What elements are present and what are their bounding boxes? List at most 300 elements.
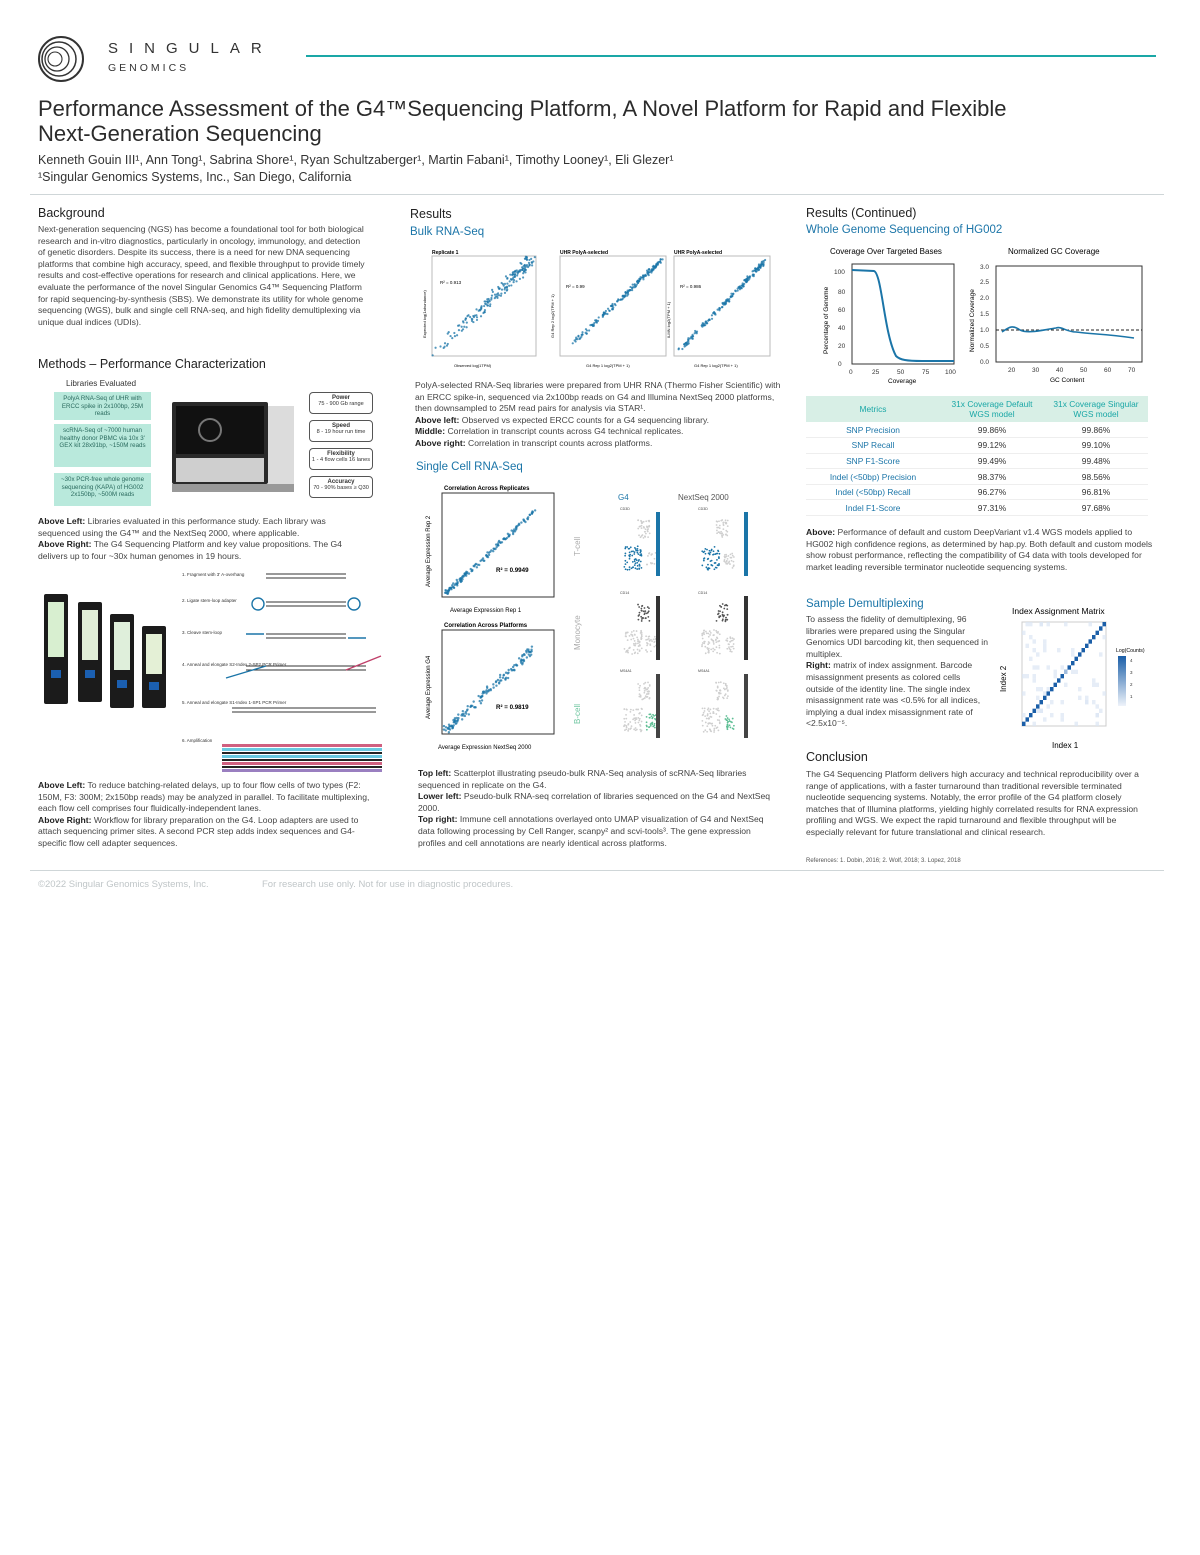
scatter-point xyxy=(445,729,447,731)
umap-point xyxy=(728,718,730,720)
scatter-point xyxy=(529,514,531,516)
umap-annotation-grid xyxy=(568,488,768,750)
caption-label: Top right: xyxy=(418,814,458,825)
scatter-point xyxy=(443,725,445,727)
umap-point xyxy=(726,560,728,562)
umap-point xyxy=(727,520,729,522)
library-box-bulk: PolyA RNA-Seq of UHR with ERCC spike in 2x100bp, 25M reads xyxy=(54,392,151,420)
umap-point xyxy=(634,652,636,654)
scatter-point xyxy=(520,521,522,523)
matrix-cell xyxy=(1022,691,1026,695)
scatter-point xyxy=(501,541,503,543)
cov-xtick-25: 25 xyxy=(872,369,880,376)
scatter-point xyxy=(492,550,494,552)
matrix-cell xyxy=(1043,648,1047,652)
umap-point xyxy=(649,717,651,719)
scatter-point xyxy=(458,329,460,331)
scatter-point xyxy=(508,534,510,536)
umap-point xyxy=(629,566,631,568)
matrix-legend-bar xyxy=(1118,656,1126,706)
caption-text: To reduce batching-related delays, up to four flow cells of two types (F2: 150M, F3: 300M; 2x150bp reads) may be analyzed in parallel. To facilitate multiplexing, each flow cell comprises four fluidically-independent lanes. xyxy=(38,780,370,814)
umap-point xyxy=(641,721,643,723)
umap-col-nextseq: NextSeq 2000 xyxy=(678,493,729,502)
umap-point xyxy=(640,553,642,555)
footer-disclaimer: For research use only. Not for use in diagnostic procedures. xyxy=(262,879,514,890)
gc-xtick-20: 20 xyxy=(1008,367,1016,374)
matrix-cell xyxy=(1096,683,1100,687)
scatter-point xyxy=(484,300,486,302)
matrix-cell xyxy=(1040,622,1044,626)
umap-point xyxy=(722,620,724,622)
umap-point xyxy=(648,698,650,700)
scatter-point xyxy=(510,278,512,280)
umap-point xyxy=(638,640,640,642)
umap-point xyxy=(733,728,735,730)
umap-point xyxy=(727,525,729,527)
background-text: Next-generation sequencing (NGS) has become a foundational tool for both biological research and in-vitro diagnostics, particularly in oncology, immunology, and detection of genetic disorders. Despite its success, there is a need for new DNA sequencing platforms that combine high accuracy, speed, and flexible throughput to provide timely results and cost-effective operations for research and clinical applications. Here, we evaluate the performance of the novel Singular Genomics G4™ Sequencing Platform for rapid sequencing-by-synthesis (SBS). We demonstrate its utility for whole genome sequencing (WGS), bulk and single cell RNA-seq, and high fidelity demultiplexing via unique dual indices (UDIs). xyxy=(38,224,365,327)
umap-point xyxy=(716,690,718,692)
scatter-point xyxy=(756,268,758,270)
umap-point xyxy=(647,555,649,557)
umap-point xyxy=(638,619,640,621)
umap-point xyxy=(623,708,625,710)
scatter-point xyxy=(481,699,483,701)
umap-point xyxy=(713,729,715,731)
umap-point xyxy=(638,615,640,617)
gc-ytick-0: 0.0 xyxy=(980,359,990,366)
gc-curve xyxy=(1002,327,1134,338)
wgs-heading: Whole Genome Sequencing of HG002 xyxy=(806,224,1003,236)
matrix-cell xyxy=(1047,687,1051,691)
scatter-point xyxy=(642,278,644,280)
umap-point xyxy=(705,652,707,654)
umap-point xyxy=(715,713,717,715)
bulk-plot-2-r2: R² = 0.99 xyxy=(566,284,585,289)
umap-point xyxy=(728,555,730,557)
matrix-cell xyxy=(1036,696,1040,700)
cov-xtick-50: 50 xyxy=(897,369,905,376)
scatter-point xyxy=(495,296,497,298)
umap-point xyxy=(631,555,633,557)
umap-point xyxy=(715,553,717,555)
coverage-chart xyxy=(812,244,970,388)
umap-point xyxy=(625,718,627,720)
umap-point xyxy=(717,550,719,552)
umap-point xyxy=(637,545,639,547)
umap-point xyxy=(637,709,639,711)
scatter-point xyxy=(476,566,478,568)
matrix-cell xyxy=(1029,622,1033,626)
scatter-point xyxy=(629,286,631,288)
umap-point xyxy=(703,731,705,733)
umap-point xyxy=(650,725,652,727)
matrix-cell xyxy=(1022,713,1026,717)
umap-point xyxy=(701,565,703,567)
caption-label: Above: xyxy=(806,527,836,537)
matrix-cell xyxy=(1029,657,1033,661)
umap-point xyxy=(726,719,728,721)
bulk-plot-1-xlabel: Observed log(1TPM) xyxy=(454,363,492,368)
sc-plot-1-xlabel: Average Expression Rep 1 xyxy=(450,608,522,614)
umap-point xyxy=(641,522,643,524)
umap-point xyxy=(647,687,649,689)
umap-point xyxy=(709,728,711,730)
prop-power-detail: 75 - 900 Gb range xyxy=(318,401,364,408)
scatter-point xyxy=(462,321,464,323)
scatter-point xyxy=(508,285,510,287)
sc-caption xyxy=(418,768,773,849)
umap-point xyxy=(725,639,727,641)
umap-point xyxy=(706,632,708,634)
umap-point xyxy=(636,562,638,564)
umap-point xyxy=(649,552,651,554)
umap-point xyxy=(717,613,719,615)
umap-point xyxy=(633,553,635,555)
umap-point xyxy=(650,713,652,715)
umap-point xyxy=(716,567,718,569)
umap-point xyxy=(719,722,721,724)
umap-point xyxy=(727,558,729,560)
bulk-rnaseq-heading: Bulk RNA-Seq xyxy=(410,226,485,238)
scatter-point xyxy=(481,695,483,697)
umap-point xyxy=(712,711,714,713)
umap-point xyxy=(652,714,654,716)
table-cell: SNP Recall xyxy=(806,438,940,454)
table-cell: 97.31% xyxy=(940,500,1044,516)
table-cell: 99.49% xyxy=(940,453,1044,469)
umap-point xyxy=(636,552,638,554)
umap-point xyxy=(645,533,647,535)
umap-point xyxy=(640,731,642,733)
table-cell: SNP Precision xyxy=(806,422,940,438)
scatter-point xyxy=(491,289,493,291)
umap-point xyxy=(643,610,645,612)
umap-point xyxy=(722,522,724,524)
umap-point xyxy=(646,693,648,695)
library-box-scrna: scRNA-Seq of ~7000 human healthy donor PBMC via 10x 3' GEX kit 28x91bp, ~150M reads xyxy=(54,424,151,467)
scatter-point xyxy=(589,324,591,326)
umap-point xyxy=(717,698,719,700)
umap-point xyxy=(702,707,704,709)
umap-point xyxy=(628,728,630,730)
matrix-cell xyxy=(1092,678,1096,682)
scatter-point xyxy=(594,319,596,321)
umap-point xyxy=(712,648,714,650)
scatter-point xyxy=(502,677,504,679)
umap-point xyxy=(631,551,633,553)
umap-point xyxy=(624,721,626,723)
umap-point xyxy=(703,629,705,631)
scatter-point xyxy=(504,292,506,294)
scatter-point xyxy=(743,283,745,285)
caption-text: Immune cell annotations overlayed onto UMAP visualization of G4 and NextSeq data following processing by Cell Ranger, scanpy² and scvi-tools³. The gene expression profiles and cell annotations are nearly identical across platforms. xyxy=(418,814,764,848)
scatter-point xyxy=(461,326,463,328)
umap-point xyxy=(651,562,653,564)
umap-point xyxy=(639,693,641,695)
umap-point xyxy=(639,552,641,554)
bulk-plot-3-title: UHR PolyA-selected xyxy=(674,250,723,256)
gc-xtick-70: 70 xyxy=(1128,367,1136,374)
scatter-point xyxy=(473,565,475,567)
table-row xyxy=(806,500,1148,516)
umap-point xyxy=(723,615,725,617)
scatter-point xyxy=(471,318,473,320)
scatter-point xyxy=(510,668,512,670)
umap-point xyxy=(716,530,718,532)
scatter-point xyxy=(747,277,749,279)
umap-point xyxy=(634,634,636,636)
umap-point xyxy=(719,647,721,649)
sc-plot-2-title: Correlation Across Platforms xyxy=(444,623,528,629)
matrix-cell xyxy=(1103,635,1107,639)
libraries-title: Libraries Evaluated xyxy=(66,379,137,388)
umap-point xyxy=(718,729,720,731)
scatter-point xyxy=(620,298,622,300)
umap-point xyxy=(635,727,637,729)
scatter-point xyxy=(478,310,480,312)
methods-caption-2 xyxy=(38,780,378,850)
umap-point xyxy=(708,552,710,554)
scatter-point xyxy=(432,354,434,356)
umap-point xyxy=(625,546,627,548)
scatter-point xyxy=(739,285,741,287)
umap-point xyxy=(624,553,626,555)
umap-point xyxy=(723,524,725,526)
umap-point xyxy=(627,730,629,732)
matrix-cell xyxy=(1026,644,1030,648)
workflow-step-1: 1. Fragment with 3' A-overhang xyxy=(182,572,245,577)
scatter-point xyxy=(534,256,536,258)
scatter-point xyxy=(499,679,501,681)
scatter-point xyxy=(469,706,471,708)
umap-point xyxy=(647,616,649,618)
umap-point xyxy=(727,722,729,724)
umap-point xyxy=(640,638,642,640)
umap-point xyxy=(701,720,703,722)
prop-power-name: Power xyxy=(331,395,350,401)
umap-point xyxy=(637,604,639,606)
scatter-point xyxy=(499,676,501,678)
scatter-point xyxy=(762,263,764,265)
scatter-point xyxy=(614,303,616,305)
matrix-cell xyxy=(1036,687,1040,691)
umap-point xyxy=(647,682,649,684)
umap-point xyxy=(703,551,705,553)
umap-point xyxy=(637,717,639,719)
matrix-cell xyxy=(1085,696,1089,700)
umap-row-tcell: T-cell xyxy=(573,536,582,556)
scatter-point xyxy=(460,714,462,716)
umap-point xyxy=(638,534,640,536)
bulk-scatter-replicate xyxy=(414,248,542,372)
scatter-point xyxy=(444,342,446,344)
scatter-point xyxy=(731,295,733,297)
scatter-point xyxy=(472,700,474,702)
matrix-cell xyxy=(1043,691,1047,695)
umap-point xyxy=(629,635,631,637)
umap-point xyxy=(646,729,648,731)
umap-point xyxy=(720,681,722,683)
scatter-point xyxy=(730,293,732,295)
matrix-cell xyxy=(1050,713,1054,717)
g4-instrument-image xyxy=(170,398,300,496)
scatter-point xyxy=(506,283,508,285)
matrix-cell xyxy=(1071,648,1075,652)
scatter-point xyxy=(490,298,492,300)
cov-ytick-20: 20 xyxy=(838,343,846,350)
matrix-cell xyxy=(1075,722,1079,726)
table-cell: 98.37% xyxy=(940,469,1044,485)
umap-point xyxy=(733,565,735,567)
umap-point xyxy=(701,635,703,637)
scatter-point xyxy=(451,337,453,339)
background-heading: Background xyxy=(38,206,105,220)
umap-point xyxy=(716,632,718,634)
scatter-point xyxy=(452,719,454,721)
demux-heading: Sample Demultiplexing xyxy=(806,598,924,610)
umap-point xyxy=(718,645,720,647)
umap-point xyxy=(635,567,637,569)
scatter-point xyxy=(512,666,514,668)
umap-point xyxy=(637,548,639,550)
umap-point xyxy=(646,726,648,728)
matrix-cell xyxy=(1047,691,1051,695)
scatter-point xyxy=(628,289,630,291)
table-row xyxy=(806,469,1148,485)
umap-row-bcell: B-cell xyxy=(573,703,582,724)
scatter-point xyxy=(637,282,639,284)
scatter-point xyxy=(448,589,450,591)
scatter-point xyxy=(529,651,531,653)
caption-label: Middle: xyxy=(415,426,446,437)
umap-point xyxy=(723,697,725,699)
scatter-point xyxy=(687,340,689,342)
umap-point xyxy=(719,633,721,635)
umap-point xyxy=(624,555,626,557)
umap-point xyxy=(719,553,721,555)
umap-point xyxy=(641,610,643,612)
bulk-plot-1-title: Replicate 1 xyxy=(432,250,459,256)
scatter-point xyxy=(480,306,482,308)
umap-point xyxy=(702,638,704,640)
umap-point xyxy=(733,561,735,563)
umap-point xyxy=(635,643,637,645)
index-assignment-matrix xyxy=(994,602,1156,752)
umap-point xyxy=(634,560,636,562)
scatter-point xyxy=(468,713,470,715)
umap-point xyxy=(722,528,724,530)
matrix-cell xyxy=(1022,631,1026,635)
caption-text: Pseudo-bulk RNA-seq correlation of libraries sequenced on the G4 and NextSeq 2000. xyxy=(418,791,771,813)
scatter-point xyxy=(507,669,509,671)
scatter-point xyxy=(714,313,716,315)
cov-xtick-100: 100 xyxy=(945,369,956,376)
gc-ytick-30: 3.0 xyxy=(980,264,990,271)
scatter-point xyxy=(461,718,463,720)
umap-point xyxy=(637,528,639,530)
matrix-cell xyxy=(1040,687,1044,691)
umap-point xyxy=(708,718,710,720)
scatter-point xyxy=(514,276,516,278)
umap-point xyxy=(702,714,704,716)
matrix-cell xyxy=(1092,683,1096,687)
scatter-point xyxy=(487,304,489,306)
scatter-point xyxy=(647,273,649,275)
scatter-point xyxy=(507,677,509,679)
umap-point xyxy=(716,637,718,639)
umap-point xyxy=(643,692,645,694)
scatter-point xyxy=(465,317,467,319)
scatter-point xyxy=(607,308,609,310)
umap-point xyxy=(648,690,650,692)
umap-point xyxy=(712,725,714,727)
umap-point xyxy=(641,699,643,701)
scatter-point xyxy=(753,274,755,276)
umap-point xyxy=(631,634,633,636)
scatter-point xyxy=(632,283,634,285)
umap-point xyxy=(703,641,705,643)
umap-point xyxy=(725,617,727,619)
references: References: 1. Dobin, 2016; 2. Wolf, 2018; 3. Lopez, 2018 xyxy=(806,858,961,864)
umap-point xyxy=(732,646,734,648)
umap-point xyxy=(651,553,653,555)
umap-point xyxy=(715,682,717,684)
umap-point xyxy=(713,629,715,631)
title-divider xyxy=(30,194,1164,195)
umap-point xyxy=(717,719,719,721)
scatter-point xyxy=(465,712,467,714)
umap-point xyxy=(633,728,635,730)
umap-point xyxy=(641,715,643,717)
umap-point xyxy=(718,531,720,533)
library-prep-workflow-diagram xyxy=(176,568,391,778)
workflow-step-2: 2. Ligate stem-loop adapter xyxy=(182,598,237,603)
umap-point xyxy=(633,638,635,640)
matrix-cell xyxy=(1040,709,1044,713)
scatter-point xyxy=(526,259,528,261)
matrix-cell xyxy=(1064,670,1068,674)
umap-point xyxy=(709,550,711,552)
umap-point xyxy=(646,721,648,723)
scatter-point xyxy=(492,683,494,685)
umap-point xyxy=(716,524,718,526)
umap-gene-1a: CD3D xyxy=(620,507,630,511)
scatter-point xyxy=(652,266,654,268)
scatter-point xyxy=(611,308,613,310)
umap-point xyxy=(731,560,733,562)
methods-caption-1 xyxy=(38,516,368,562)
umap-point xyxy=(703,560,705,562)
umap-point xyxy=(703,712,705,714)
scatter-point xyxy=(486,687,488,689)
cov-xtick-75: 75 xyxy=(922,369,930,376)
umap-point xyxy=(644,536,646,538)
umap-point xyxy=(645,689,647,691)
umap-point xyxy=(709,634,711,636)
umap-point xyxy=(646,642,648,644)
scatter-point xyxy=(506,289,508,291)
umap-point xyxy=(706,549,708,551)
matrix-cell xyxy=(1043,639,1047,643)
umap-point xyxy=(727,726,729,728)
matrix-cell xyxy=(1078,696,1082,700)
umap-point xyxy=(653,638,655,640)
gc-xtick-60: 60 xyxy=(1104,367,1112,374)
scatter-point xyxy=(593,322,595,324)
matrix-cell xyxy=(1047,704,1051,708)
umap-point xyxy=(729,724,731,726)
table-cell: Indel F1-Score xyxy=(806,500,940,516)
